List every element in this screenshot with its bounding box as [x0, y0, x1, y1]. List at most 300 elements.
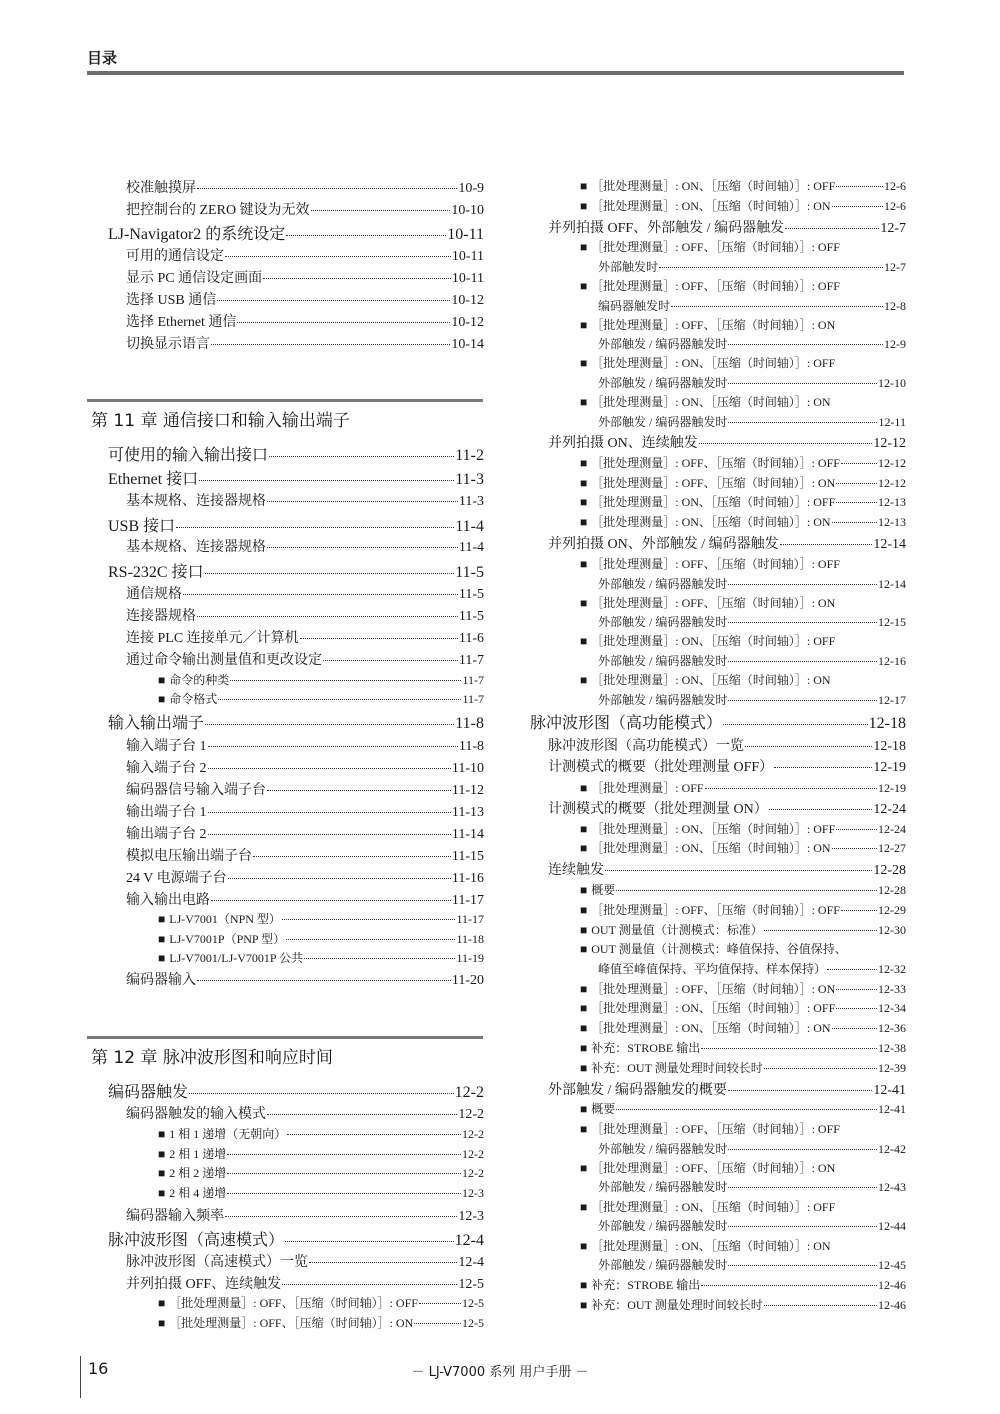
dot-leader — [309, 1262, 457, 1263]
toc-entry[interactable] — [580, 881, 906, 898]
toc-entry[interactable] — [126, 289, 484, 309]
toc-entry[interactable] — [580, 513, 906, 530]
toc-entry-title: 概要 — [591, 883, 616, 897]
toc-entry[interactable] — [598, 1256, 906, 1273]
dot-leader — [225, 1216, 457, 1217]
toc-entry-page: 12-44 — [878, 1219, 906, 1233]
dot-leader — [199, 480, 454, 481]
toc-entry-page: 12-28 — [878, 883, 906, 897]
toc-entry[interactable] — [580, 454, 906, 471]
dot-leader — [723, 724, 868, 725]
toc-entry-title: 切换显示语言 — [126, 337, 210, 352]
bullet-square-icon: ■ — [158, 692, 166, 706]
toc-entry-title: 基本规格、连接器规格 — [126, 494, 266, 509]
dot-leader — [217, 300, 450, 301]
bullet-square-icon: ■ — [580, 634, 588, 648]
toc-entry[interactable] — [580, 1100, 906, 1117]
toc-entry-title: ［批处理测量］: ON、［压缩（时间轴）］: ON — [591, 673, 831, 687]
toc-entry-page: 10-12 — [451, 293, 484, 308]
toc-entry-title: ［批处理测量］: ON、［压缩（时间轴）］: ON — [591, 1239, 831, 1253]
toc-entry[interactable] — [580, 316, 906, 333]
bullet-square-icon: ■ — [580, 279, 588, 293]
toc-entry-title: OUT 测量值（计测模式：标准） — [591, 923, 763, 937]
toc-entry[interactable] — [126, 889, 484, 909]
dot-leader — [780, 544, 873, 545]
toc-entry[interactable] — [108, 442, 484, 465]
toc-entry[interactable] — [580, 1276, 906, 1293]
toc-entry-page: 12-15 — [878, 615, 906, 629]
toc-entry-page: 11-10 — [451, 761, 484, 776]
bullet-square-icon: ■ — [580, 841, 588, 855]
toc-entry[interactable] — [598, 374, 906, 391]
toc-entry-title: 编码器触发的输入模式 — [126, 1107, 266, 1122]
toc-entry-title: 外部触发 / 编码器触发时 — [598, 1219, 728, 1233]
toc-entry-page: 12-18 — [868, 715, 906, 732]
dot-leader — [323, 660, 458, 661]
dot-leader — [836, 483, 877, 484]
toc-entry-title: 脉冲波形图（高功能模式）一览 — [548, 739, 744, 754]
toc-entry[interactable] — [580, 1039, 906, 1056]
toc-entry-page: 11-4 — [455, 518, 484, 535]
toc-entry-title: 连接器规格 — [126, 609, 196, 624]
toc-entry-page: 11-3 — [458, 494, 484, 509]
dot-leader — [616, 890, 877, 891]
toc-entry[interactable] — [126, 490, 484, 510]
toc-entry[interactable] — [580, 474, 906, 491]
toc-entry-page: 11-18 — [456, 932, 484, 946]
toc-entry-page: 12-16 — [878, 654, 906, 668]
toc-entry-page: 12-17 — [878, 693, 906, 707]
bullet-square-icon: ■ — [580, 199, 588, 213]
toc-entry-title: LJ-V7001（NPN 型） — [169, 912, 281, 926]
toc-entry[interactable] — [126, 845, 484, 865]
toc-entry-title: ［批处理测量］: ON、［压缩（时间轴）］: OFF — [591, 179, 836, 193]
toc-entry-page: 12-42 — [878, 1142, 906, 1156]
bullet-square-icon: ■ — [580, 822, 588, 836]
toc-entry[interactable] — [598, 575, 906, 592]
toc-entry[interactable] — [158, 910, 484, 927]
toc-entry[interactable] — [598, 1178, 906, 1195]
toc-entry-page: 11-19 — [456, 951, 484, 965]
dot-leader — [304, 958, 455, 959]
dot-leader — [745, 746, 872, 747]
toc-entry-page: 12-11 — [878, 415, 906, 429]
toc-entry-title: ［批处理测量］: OFF、［压缩（时间轴）］: OFF — [591, 456, 840, 470]
bullet-square-icon: ■ — [580, 781, 588, 795]
toc-entry[interactable] — [548, 432, 906, 452]
toc-entry-title: 输入输出端子 — [108, 715, 205, 732]
toc-entry[interactable] — [126, 1103, 484, 1123]
bullet-square-icon: ■ — [580, 982, 588, 996]
toc-entry[interactable] — [126, 583, 484, 603]
toc-entry[interactable] — [108, 559, 484, 582]
toc-entry[interactable] — [548, 217, 906, 237]
toc-entry[interactable] — [598, 691, 906, 708]
toc-entry-page: 12-6 — [884, 199, 906, 213]
toc-entry-page: 10-9 — [458, 181, 484, 196]
toc-entry[interactable] — [158, 1294, 484, 1311]
bullet-square-icon: ■ — [580, 240, 588, 254]
dot-leader — [671, 306, 883, 307]
toc-entry-page: 10-14 — [451, 337, 484, 352]
toc-entry[interactable] — [158, 1145, 484, 1162]
toc-entry[interactable] — [126, 1205, 484, 1225]
toc-entry[interactable] — [580, 1059, 906, 1076]
toc-entry[interactable] — [158, 949, 484, 966]
toc-entry[interactable] — [580, 1237, 906, 1254]
toc-entry[interactable] — [530, 710, 906, 733]
toc-entry-page: 12-13 — [878, 515, 906, 529]
dot-leader — [218, 699, 461, 700]
toc-entry-title: ［批处理测量］: ON、［压缩（时间轴）］: ON — [591, 395, 831, 409]
toc-entry[interactable] — [126, 823, 484, 843]
bullet-square-icon: ■ — [580, 557, 588, 571]
dot-leader — [728, 383, 877, 384]
toc-entry-title: 概要 — [591, 1102, 616, 1116]
toc-entry-title: 脉冲波形图（高速模式） — [108, 1232, 285, 1249]
bullet-square-icon: ■ — [580, 179, 588, 193]
toc-entry-title: ［批处理测量］: OFF、［压缩（时间轴）］: OFF — [591, 1122, 840, 1136]
toc-entry[interactable] — [126, 311, 484, 331]
dot-leader — [282, 919, 456, 920]
toc-entry-title: ［批处理测量］: OFF、［压缩（时间轴）］: ON — [591, 318, 836, 332]
dot-leader — [228, 878, 451, 879]
toc-entry[interactable] — [580, 1198, 906, 1215]
toc-entry-title: 编码器输入 — [126, 973, 196, 988]
toc-entry-title: ［批处理测量］: ON、［压缩（时间轴）］: ON — [591, 841, 831, 855]
toc-entry-page: 12-7 — [884, 260, 906, 274]
dot-leader — [836, 1008, 877, 1009]
dot-leader — [785, 228, 879, 229]
toc-entry-title: 并列拍摄 ON、连续触发 — [548, 436, 698, 451]
toc-entry[interactable] — [108, 221, 484, 244]
toc-entry-title: 可用的通信设定 — [126, 249, 224, 264]
toc-entry[interactable] — [580, 980, 906, 997]
toc-entry[interactable] — [580, 901, 906, 918]
dot-leader — [269, 456, 454, 457]
toc-entry-title: ［批处理测量］: ON、［压缩（时间轴）］: OFF — [591, 1001, 836, 1015]
dot-leader — [227, 1193, 461, 1194]
toc-entry[interactable] — [580, 197, 906, 214]
toc-entry[interactable] — [580, 940, 906, 957]
bullet-square-icon: ■ — [158, 1166, 166, 1180]
toc-entry[interactable] — [580, 1120, 906, 1137]
toc-entry-page: 10-11 — [447, 226, 484, 243]
toc-entry-page: 12-34 — [878, 1001, 906, 1015]
toc-entry-title: 基本规格、连接器规格 — [126, 540, 266, 555]
toc-entry[interactable] — [158, 1184, 484, 1201]
toc-entry-page: 11-8 — [458, 739, 484, 754]
toc-entry[interactable] — [108, 1227, 484, 1250]
toc-entry[interactable] — [158, 1164, 484, 1181]
toc-entry[interactable] — [158, 671, 484, 688]
dot-leader — [836, 186, 883, 187]
toc-entry-page: 11-6 — [458, 631, 484, 646]
toc-entry-title: 命令的种类 — [169, 673, 230, 687]
toc-entry-page: 11-2 — [455, 447, 484, 464]
dot-leader — [659, 267, 883, 268]
toc-entry[interactable] — [580, 779, 906, 796]
toc-entry[interactable] — [580, 238, 906, 255]
toc-entry[interactable] — [598, 613, 906, 630]
dot-leader — [832, 206, 883, 207]
toc-entry-title: LJ-V7001/LJ-V7001P 公共 — [169, 951, 304, 965]
toc-entry-page: 11-14 — [451, 827, 484, 842]
toc-entry[interactable] — [548, 798, 906, 818]
toc-entry-page: 11-20 — [451, 973, 484, 988]
toc-entry[interactable] — [580, 1159, 906, 1176]
toc-entry[interactable] — [580, 839, 906, 856]
bullet-square-icon: ■ — [580, 1061, 588, 1075]
dot-leader — [832, 522, 877, 523]
toc-entry-page: 12-4 — [458, 1255, 484, 1270]
toc-entry[interactable] — [126, 649, 484, 669]
toc-entry-title: ［批处理测量］: OFF、［压缩（时间轴）］: ON — [591, 982, 836, 996]
toc-entry[interactable] — [580, 1019, 906, 1036]
bullet-square-icon: ■ — [158, 1296, 166, 1310]
dot-leader — [205, 573, 455, 574]
toc-entry-page: 12-46 — [878, 1298, 906, 1312]
toc-entry-page: 12-7 — [880, 221, 906, 236]
dot-leader — [728, 1226, 877, 1227]
toc-entry[interactable] — [126, 735, 484, 755]
toc-entry-title: 编码器触发时 — [598, 299, 671, 313]
toc-entry-page: 11-7 — [462, 692, 484, 706]
toc-entry-page: 11-5 — [455, 564, 484, 581]
toc-entry[interactable] — [126, 267, 484, 287]
toc-entry-page: 11-5 — [458, 609, 484, 624]
bullet-square-icon: ■ — [580, 395, 588, 409]
dot-leader — [728, 1090, 872, 1091]
toc-entry-page: 10-10 — [451, 203, 484, 218]
toc-entry[interactable] — [580, 493, 906, 510]
toc-entry-title: 计测模式的概要（批处理测量 OFF） — [548, 760, 774, 775]
toc-entry-title: 外部触发 / 编码器触发时 — [598, 337, 728, 351]
dot-leader — [414, 1323, 461, 1324]
dot-leader — [701, 1285, 877, 1286]
dot-leader — [705, 788, 877, 789]
toc-entry-title: 2 相 4 递增 — [169, 1186, 227, 1200]
dot-leader — [286, 939, 455, 940]
toc-entry-title: 并列拍摄 ON、外部触发 / 编码器触发 — [548, 537, 779, 552]
toc-entry-title: 并列拍摄 OFF、外部触发 / 编码器触发 — [548, 221, 785, 236]
toc-entry[interactable] — [126, 1251, 484, 1271]
toc-entry-title: 外部触发 / 编码器触发时 — [598, 577, 728, 591]
bullet-square-icon: ■ — [580, 515, 588, 529]
toc-entry-title: 24 V 电源端子台 — [126, 871, 227, 886]
toc-entry[interactable] — [126, 177, 484, 197]
toc-entry[interactable] — [548, 735, 906, 755]
bullet-square-icon: ■ — [580, 903, 588, 917]
toc-entry[interactable] — [108, 513, 484, 536]
dot-leader — [211, 344, 450, 345]
bullet-square-icon: ■ — [580, 495, 588, 509]
toc-entry-page: 12-32 — [878, 962, 906, 976]
toc-entry-page: 12-33 — [878, 982, 906, 996]
toc-entry[interactable] — [126, 969, 484, 989]
toc-entry[interactable] — [126, 536, 484, 556]
toc-entry[interactable] — [580, 1296, 906, 1313]
toc-entry[interactable] — [598, 413, 906, 430]
toc-entry[interactable] — [126, 627, 484, 647]
header-rule — [87, 71, 904, 75]
toc-entry[interactable] — [158, 930, 484, 947]
toc-entry-page: 12-36 — [878, 1021, 906, 1035]
toc-entry-title: 编码器信号输入端子台 — [126, 783, 266, 798]
dot-leader — [728, 700, 877, 701]
toc-entry[interactable] — [158, 1314, 484, 1331]
toc-entry[interactable] — [598, 652, 906, 669]
toc-entry[interactable] — [548, 756, 906, 776]
dot-leader — [208, 812, 451, 813]
toc-entry[interactable] — [598, 258, 906, 275]
dot-leader — [282, 1284, 457, 1285]
dot-leader — [764, 1305, 877, 1306]
toc-entry-title: 补充：OUT 测量处理时间较长时 — [591, 1298, 763, 1312]
toc-entry[interactable] — [108, 1079, 484, 1102]
toc-entry[interactable] — [126, 199, 484, 219]
toc-entry-page: 12-12 — [878, 476, 906, 490]
toc-entry-page: 12-5 — [462, 1316, 484, 1330]
toc-entry-title: 补充：STROBE 输出 — [591, 1278, 701, 1292]
toc-entry-title: 外部触发 / 编码器触发时 — [598, 693, 728, 707]
bullet-square-icon: ■ — [580, 1001, 588, 1015]
toc-entry[interactable] — [580, 921, 906, 938]
toc-entry[interactable] — [598, 297, 906, 314]
toc-entry[interactable] — [580, 632, 906, 649]
toc-entry[interactable] — [548, 859, 906, 879]
toc-entry[interactable] — [548, 533, 906, 553]
bullet-square-icon: ■ — [580, 318, 588, 332]
toc-entry-title: 脉冲波形图（高速模式）一览 — [126, 1255, 308, 1270]
dot-leader — [211, 900, 451, 901]
toc-entry[interactable] — [580, 555, 906, 572]
toc-entry[interactable] — [598, 1217, 906, 1234]
toc-entry-title: 校准触摸屏 — [126, 181, 196, 196]
bullet-square-icon: ■ — [580, 1239, 588, 1253]
toc-entry-title: 输入端子台 2 — [126, 761, 207, 776]
toc-entry-page: 11-4 — [458, 540, 484, 555]
toc-entry-page: 12-14 — [873, 537, 906, 552]
dot-leader — [827, 969, 877, 970]
bullet-square-icon: ■ — [158, 951, 166, 965]
toc-entry[interactable] — [126, 1273, 484, 1293]
dot-leader — [728, 584, 877, 585]
toc-entry[interactable] — [108, 710, 484, 733]
toc-entry-title: ［批处理测量］: OFF、［压缩（时间轴）］: OFF — [169, 1296, 418, 1310]
toc-entry[interactable] — [580, 671, 906, 688]
dot-leader — [699, 443, 873, 444]
toc-entry-title: ［批处理测量］: ON、［压缩（时间轴）］: OFF — [591, 822, 836, 836]
toc-entry-page: 11-7 — [462, 673, 484, 687]
toc-entry-title: 通过命令输出测量值和更改设定 — [126, 653, 322, 668]
toc-entry-title: ［批处理测量］: OFF、［压缩（时间轴）］: OFF — [591, 557, 840, 571]
toc-entry[interactable] — [598, 1140, 906, 1157]
toc-entry[interactable] — [548, 1079, 906, 1099]
toc-entry-title: LJ-Navigator2 的系统设定 — [108, 226, 286, 243]
chapter12-rule — [87, 1036, 483, 1039]
dot-leader — [836, 829, 877, 830]
toc-entry[interactable] — [580, 277, 906, 294]
bullet-square-icon: ■ — [158, 1316, 166, 1330]
toc-entry-title: 编码器输入频率 — [126, 1209, 224, 1224]
toc-entry-title: 外部触发时 — [598, 260, 659, 274]
toc-entry-title: ［批处理测量］: OFF、［压缩（时间轴）］: ON — [169, 1316, 414, 1330]
toc-entry[interactable] — [126, 801, 484, 821]
bullet-square-icon: ■ — [580, 476, 588, 490]
toc-entry-title: ［批处理测量］: OFF — [591, 781, 704, 795]
toc-entry-page: 12-39 — [878, 1061, 906, 1075]
toc-entry-page: 12-3 — [462, 1186, 484, 1200]
toc-entry-page: 12-2 — [454, 1084, 484, 1101]
toc-entry[interactable] — [126, 605, 484, 625]
dot-leader — [605, 870, 872, 871]
toc-entry-title: 外部触发 / 编码器触发时 — [598, 1258, 728, 1272]
toc-entry-title: 把控制台的 ZERO 键设为无效 — [126, 203, 310, 218]
toc-entry[interactable] — [126, 867, 484, 887]
toc-entry[interactable] — [580, 393, 906, 410]
toc-entry-title: 输入端子台 1 — [126, 739, 207, 754]
toc-entry-page: 12-12 — [878, 456, 906, 470]
toc-entry[interactable] — [158, 1125, 484, 1142]
toc-entry[interactable] — [126, 757, 484, 777]
toc-entry[interactable] — [580, 999, 906, 1016]
toc-entry[interactable] — [126, 333, 484, 353]
dot-leader — [774, 767, 872, 768]
toc-entry[interactable] — [598, 335, 906, 352]
toc-entry-page: 12-2 — [462, 1127, 484, 1141]
toc-entry-page: 12-29 — [878, 903, 906, 917]
bullet-square-icon: ■ — [580, 942, 588, 956]
dot-leader — [286, 235, 446, 236]
toc-entry-page: 11-16 — [451, 871, 484, 886]
toc-entry[interactable] — [158, 690, 484, 707]
toc-entry-title: ［批处理测量］: ON、［压缩（时间轴）］: ON — [591, 199, 831, 213]
dot-leader — [263, 278, 451, 279]
toc-entry-title: RS-232C 接口 — [108, 564, 204, 581]
toc-entry-title: 并列拍摄 OFF、连续触发 — [126, 1277, 282, 1292]
dot-leader — [176, 527, 454, 528]
toc-entry[interactable] — [598, 960, 906, 977]
toc-entry-title: 连接 PLC 连接单元／计算机 — [126, 631, 299, 646]
toc-entry-page: 12-6 — [884, 179, 906, 193]
bullet-square-icon: ■ — [580, 673, 588, 687]
toc-entry-title: 补充：STROBE 输出 — [591, 1041, 701, 1055]
toc-entry[interactable] — [126, 779, 484, 799]
toc-entry-page: 12-45 — [878, 1258, 906, 1272]
dot-leader — [227, 1173, 461, 1174]
toc-entry[interactable] — [108, 466, 484, 489]
toc-entry[interactable] — [580, 594, 906, 611]
dot-leader — [728, 1149, 877, 1150]
toc-entry[interactable] — [580, 820, 906, 837]
dot-leader — [267, 790, 451, 791]
dot-leader — [183, 594, 458, 595]
toc-entry-title: ［批处理测量］: OFF、［压缩（时间轴）］: ON — [591, 476, 836, 490]
toc-entry[interactable] — [580, 177, 906, 194]
toc-entry-title: 2 相 1 递增 — [169, 1147, 227, 1161]
toc-entry-title: 外部触发 / 编码器触发时 — [598, 654, 728, 668]
dot-leader — [832, 1028, 877, 1029]
toc-entry[interactable] — [580, 354, 906, 371]
toc-entry-page: 12-30 — [878, 923, 906, 937]
toc-entry-title: 外部触发 / 编码器触发的概要 — [548, 1083, 727, 1098]
toc-entry-page: 11-3 — [455, 471, 484, 488]
toc-entry-page: 11-12 — [451, 783, 484, 798]
toc-entry[interactable] — [126, 245, 484, 265]
toc-entry-title: ［批处理测量］: OFF、［压缩（时间轴）］: ON — [591, 1161, 836, 1175]
toc-entry-title: 编码器触发 — [108, 1084, 189, 1101]
